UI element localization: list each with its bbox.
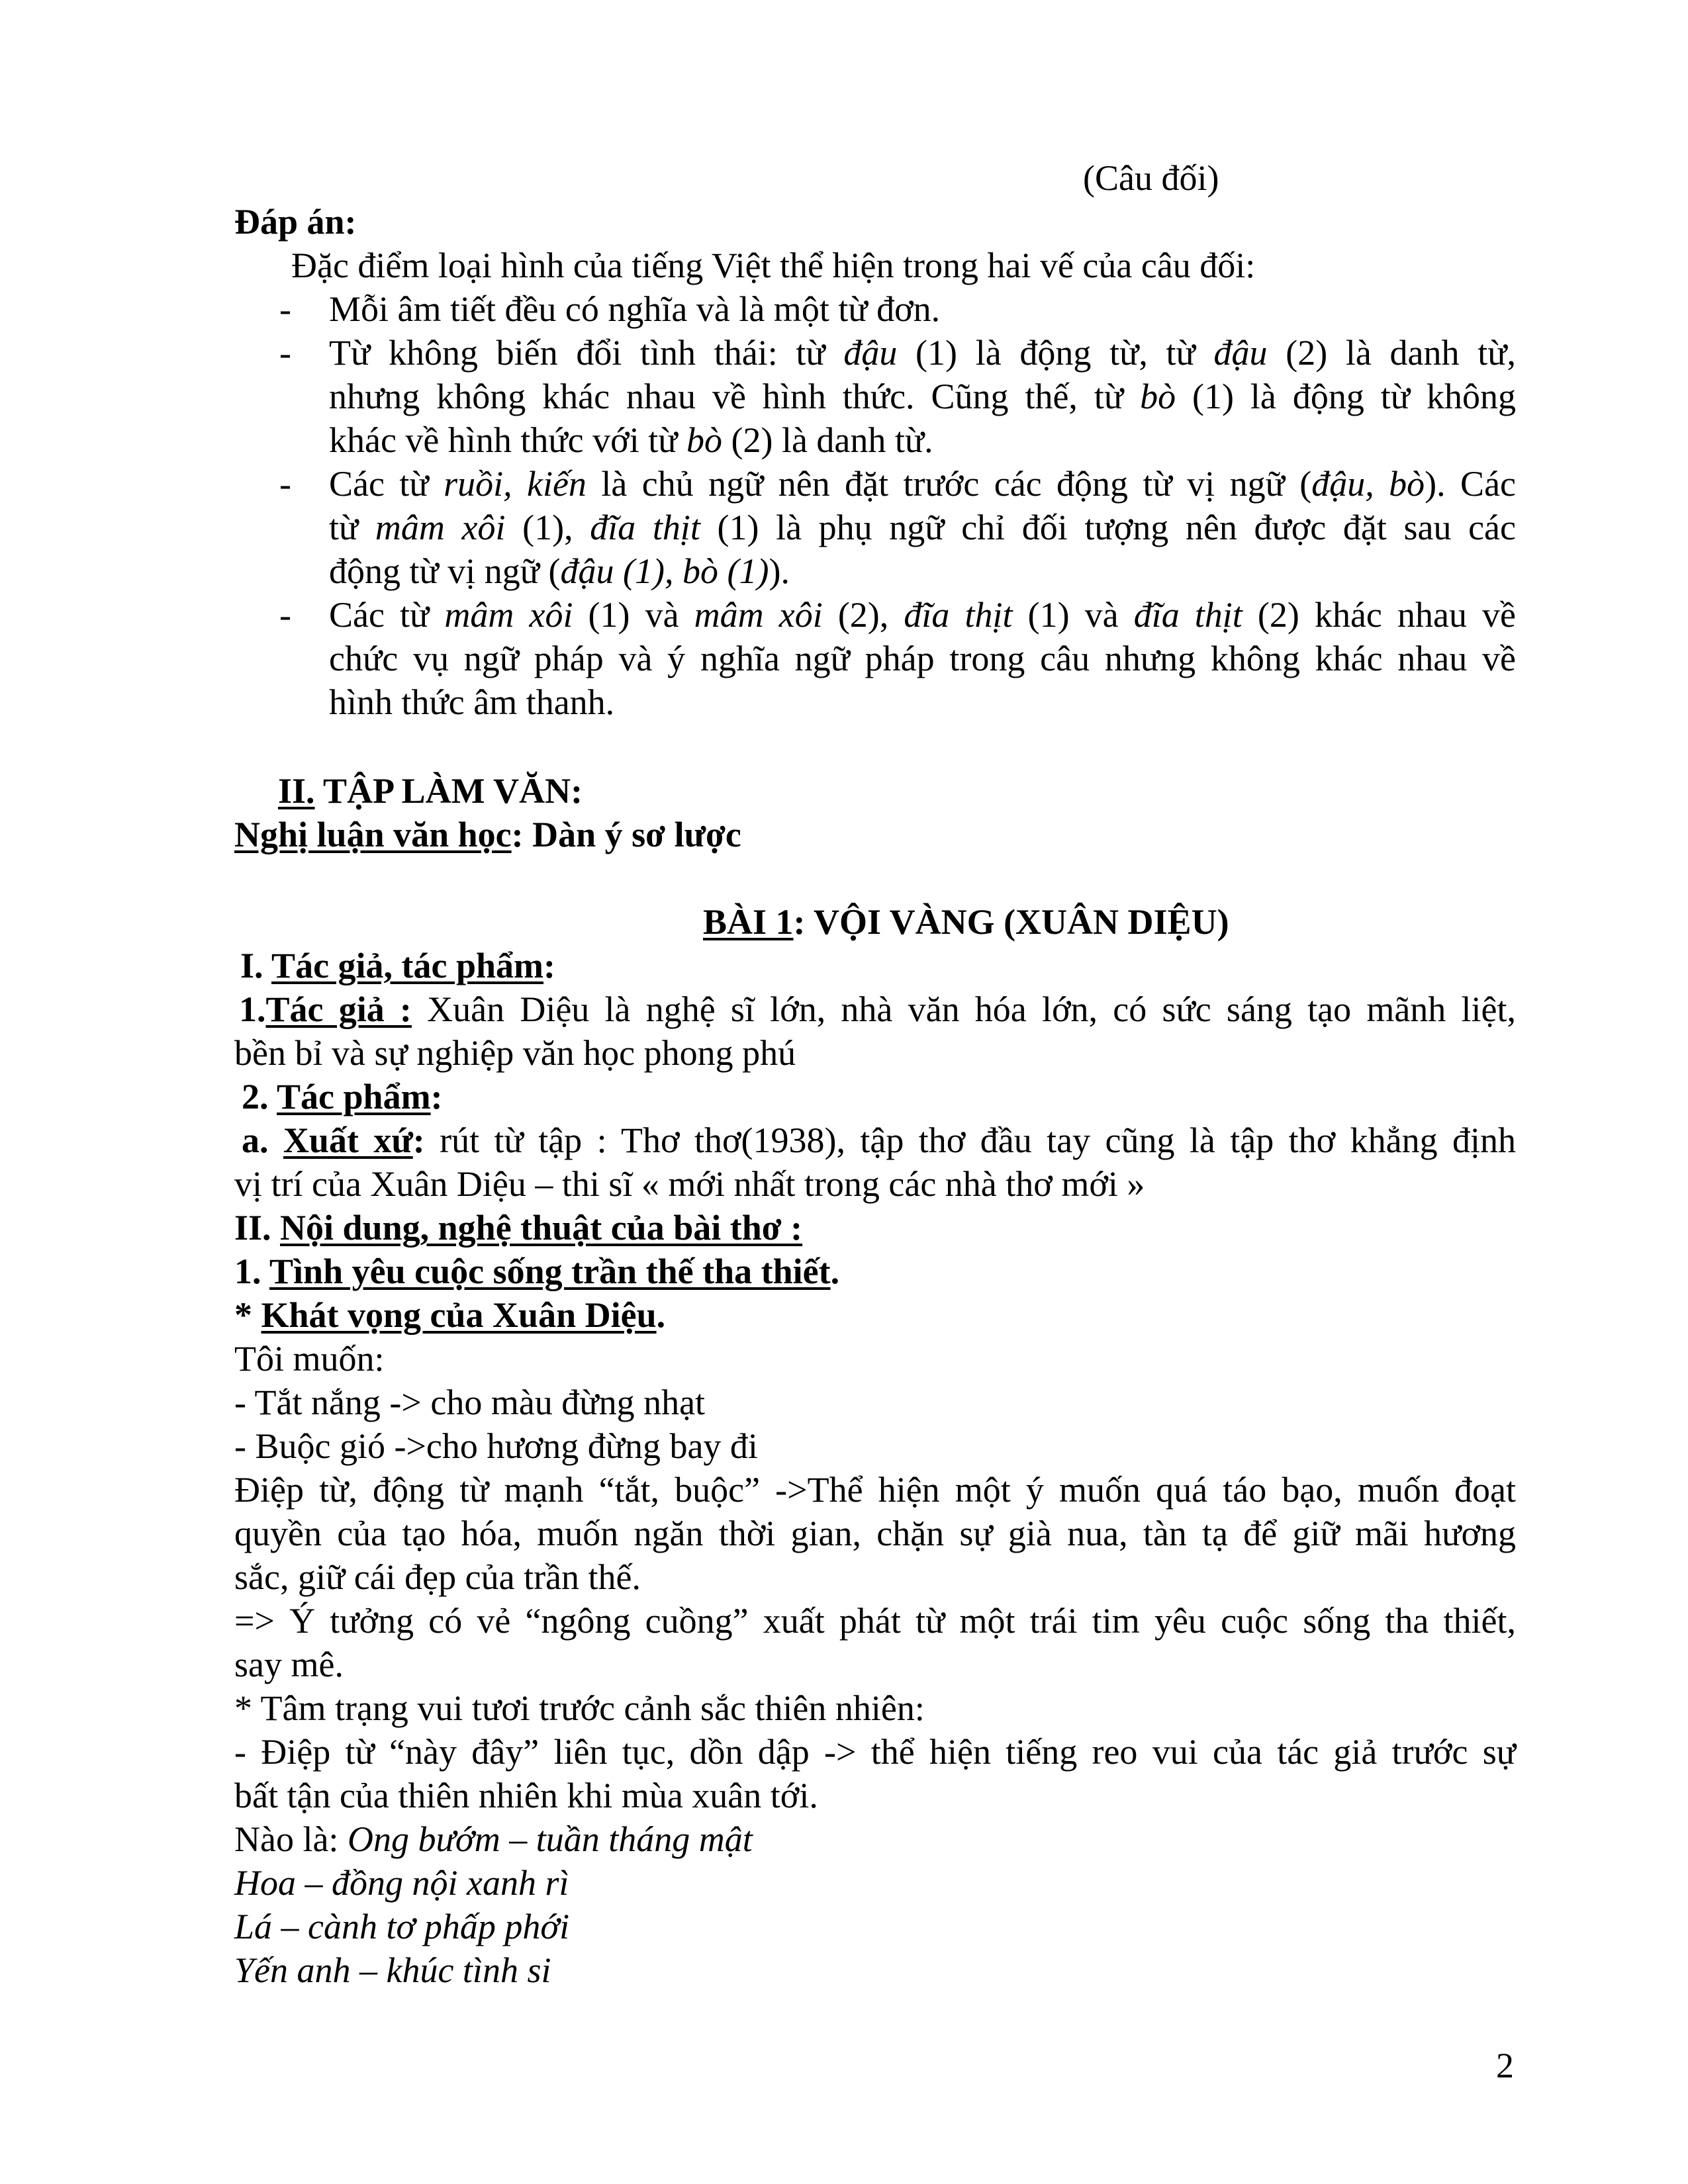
heading-author-work: I. Tác giả, tác phẩm: bbox=[240, 946, 556, 985]
bullet-2-line-2: nhưng không khác nhau về hình thức. Cũng thế, từ bò (1) là động từ không bbox=[329, 377, 1516, 416]
paragraph-line: Điệp từ, động từ mạnh “tắt, buộc” ->Thể hiện một ý muốn quá táo bạo, muốn đoạt bbox=[234, 1470, 1516, 1510]
answer-heading: Đáp án: bbox=[234, 202, 357, 242]
section-subheading: Nghị luận văn học: Dàn ý sơ lược bbox=[234, 815, 741, 854]
bullet-3-line-1: Các từ ruồi, kiến là chủ ngữ nên đặt trước các động từ vị ngữ (đậu, bò). Các bbox=[329, 464, 1517, 504]
page-number: 2 bbox=[1496, 2046, 1514, 2085]
wish-intro: Tôi muốn: bbox=[234, 1339, 385, 1379]
paragraph-line: quyền của tạo hóa, muốn ngăn thời gian, chặn sự già nua, tàn tạ để giữ mãi hương bbox=[234, 1514, 1516, 1553]
work-heading: 2. Tác phẩm: bbox=[242, 1077, 443, 1116]
bullet-3-line-3: động từ vị ngữ (đậu (1), bò (1)). bbox=[329, 551, 790, 591]
poem-line: Nào là: Ong bướm – tuần tháng mật bbox=[234, 1819, 753, 1859]
lesson-title: BÀI 1: VỘI VÀNG (XUÂN DIỆU) bbox=[703, 902, 1229, 942]
bullet-2-line-1: Từ không biến đổi tình thái: từ đậu (1) là động từ, từ đậu (2) là danh từ, bbox=[329, 333, 1516, 373]
poem-line: Yến anh – khúc tình si bbox=[234, 1950, 551, 1990]
source-label: (Câu đối) bbox=[1083, 158, 1219, 198]
bullet-4-line-3: hình thức âm thanh. bbox=[329, 682, 615, 722]
bullet-marker: - bbox=[279, 595, 291, 635]
bullet-marker: - bbox=[279, 464, 291, 504]
poem-line: Hoa – đồng nội xanh rì bbox=[234, 1863, 569, 1903]
section-heading: II. TẬP LÀM VĂN: bbox=[278, 771, 583, 811]
bullet-marker: - bbox=[279, 289, 291, 329]
subheading-mood: * Tâm trạng vui tươi trước cảnh sắc thiên nhiên: bbox=[234, 1688, 925, 1728]
origin-line-1: a. Xuất xứ: rút từ tập : Thơ thơ(1938), tập thơ đầu tay cũng là tập thơ khẳng định bbox=[242, 1120, 1517, 1160]
origin-line-2: vị trí của Xuân Diệu – thi sĩ « mới nhất trong các nhà thơ mới » bbox=[234, 1164, 1145, 1204]
paragraph-line: say mê. bbox=[234, 1645, 344, 1684]
bullet-2-line-3: khác về hình thức với từ bò (2) là danh từ. bbox=[329, 420, 933, 460]
subheading-love-of-life: 1. Tình yêu cuộc sống trần thế tha thiết. bbox=[234, 1251, 840, 1291]
paragraph-line: bất tận của thiên nhiên khi mùa xuân tới. bbox=[234, 1776, 818, 1815]
paragraph-line: - Điệp từ “này đây” liên tục, dồn dập -> thể hiện tiếng reo vui của tác giả trước sự bbox=[234, 1732, 1516, 1772]
bullet-3-line-2: từ mâm xôi (1), đĩa thịt (1) là phụ ngữ chỉ đối tượng nên được đặt sau các bbox=[329, 508, 1516, 547]
paragraph-line: => Ý tưởng có vẻ “ngông cuồng” xuất phát từ một trái tim yêu cuộc sống tha thiết, bbox=[234, 1601, 1516, 1641]
subheading-aspiration: * Khát vọng của Xuân Diệu. bbox=[234, 1295, 666, 1335]
wish-item: - Buộc gió ->cho hương đừng bay đi bbox=[234, 1426, 758, 1466]
answer-intro: Đặc điểm loại hình của tiếng Việt thể hiện trong hai vế của câu đối: bbox=[291, 246, 1256, 285]
author-line-1: 1.Tác giả : Xuân Diệu là nghệ sĩ lớn, nhà văn hóa lớn, có sức sáng tạo mãnh liệt, bbox=[239, 989, 1516, 1029]
bullet-4-line-2: chức vụ ngữ pháp và ý nghĩa ngữ pháp trong câu nhưng không khác nhau về bbox=[329, 639, 1516, 678]
bullet-marker: - bbox=[279, 333, 291, 373]
paragraph-line: sắc, giữ cái đẹp của trần thế. bbox=[234, 1557, 641, 1597]
heading-content-art: II. Nội dung, nghệ thuật của bài thơ : bbox=[234, 1208, 803, 1248]
author-line-2: bền bỉ và sự nghiệp văn học phong phú bbox=[234, 1033, 796, 1073]
wish-item: - Tắt nắng -> cho màu đừng nhạt bbox=[234, 1383, 706, 1422]
bullet-4-line-1: Các từ mâm xôi (1) và mâm xôi (2), đĩa thịt (1) và đĩa thịt (2) khác nhau về bbox=[329, 595, 1517, 635]
poem-line: Lá – cành tơ phấp phới bbox=[234, 1907, 570, 1946]
bullet-1: Mỗi âm tiết đều có nghĩa và là một từ đơn. bbox=[329, 289, 941, 329]
